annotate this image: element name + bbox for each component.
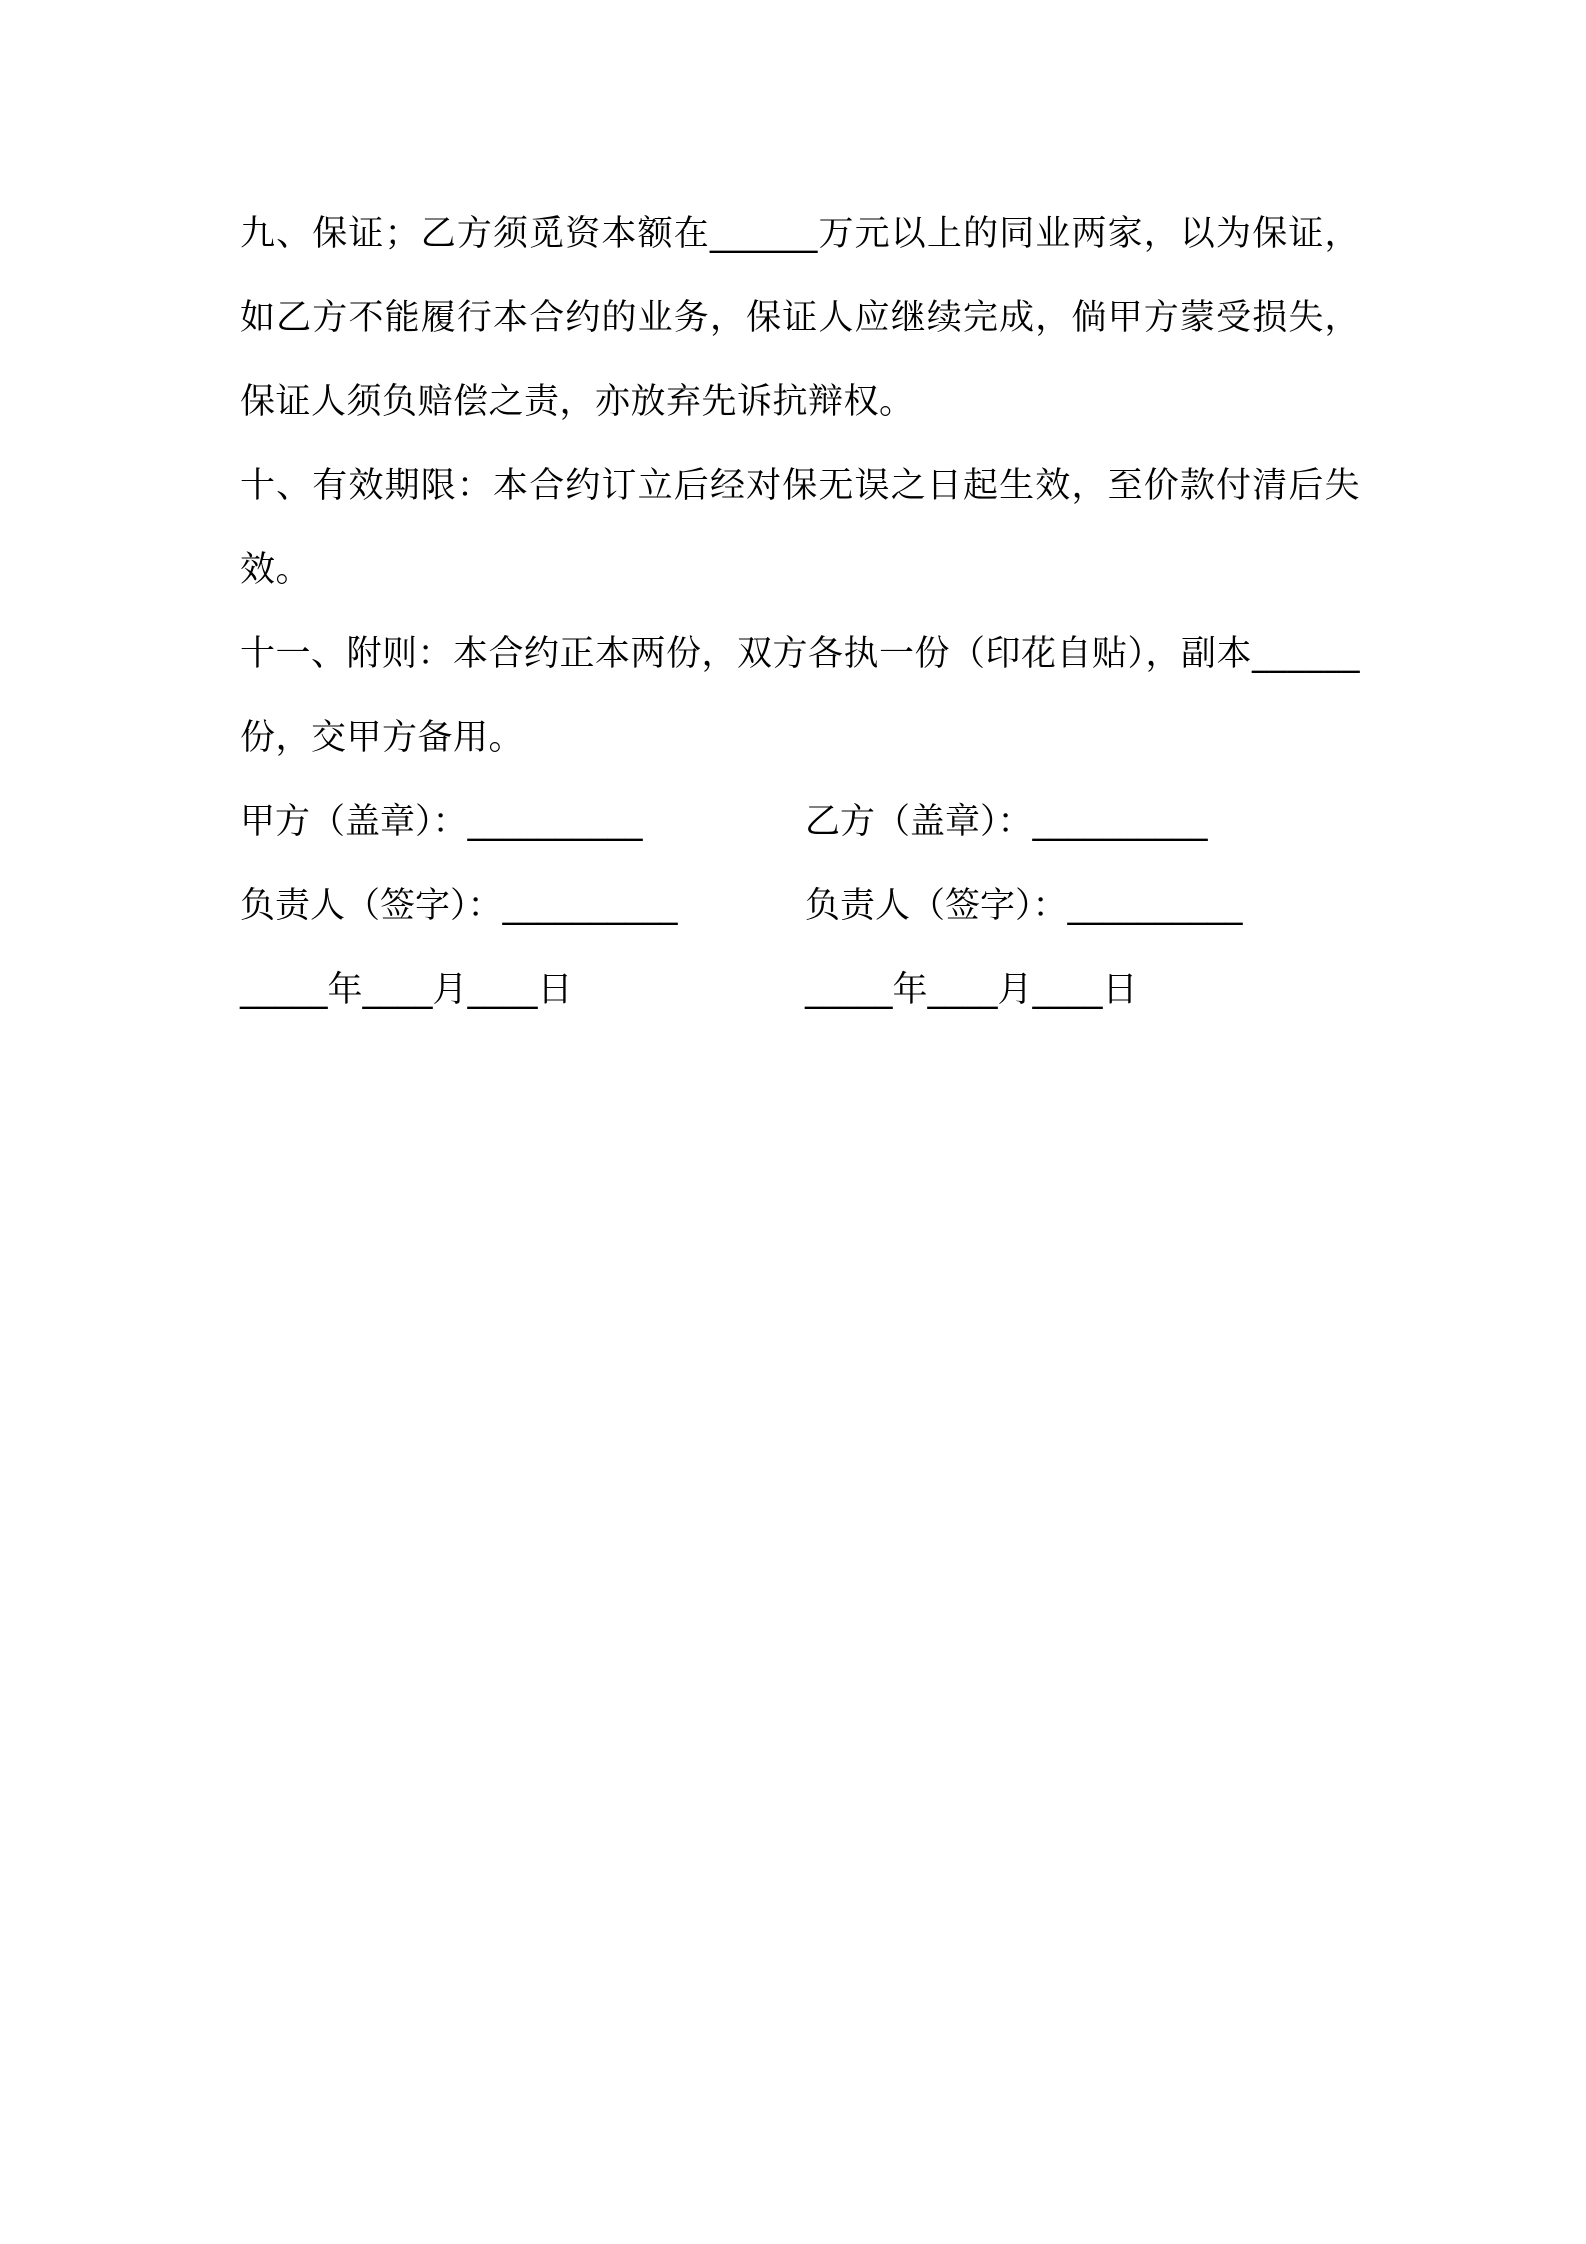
signer-row: [240, 864, 1360, 948]
date-row: [240, 948, 1360, 1032]
clause-9-guarantee: 九、保证；乙方须觅资本额在______万元以上的同业两家，以为保证，如乙方不能履行本合约的业务，保证人应继续完成，倘甲方蒙受损失，保证人须负赔偿之责，亦放弃先诉抗辩权。: [240, 214, 1360, 422]
party-b-seal-field: 乙方（盖章）：__________: [805, 802, 1208, 842]
party-b-date-field: _____年____月____日: [805, 970, 1138, 1010]
contract-body: [240, 192, 1360, 1032]
clause-11-supplementary-provisions: 十一、附则：本合约正本两份，双方各执一份（印花自贴），副本______份，交甲方备用。: [240, 634, 1361, 758]
clause-10-validity-period: 十、有效期限：本合约订立后经对保无误之日起生效，至价款付清后失效。: [240, 466, 1360, 590]
party-a-seal-field: 甲方（盖章）：__________: [240, 802, 643, 842]
seal-row: [240, 780, 1360, 864]
party-a-date-field: _____年____月____日: [240, 970, 573, 1010]
party-a-signer-field: 负责人（签字）：__________: [240, 886, 678, 926]
party-b-signer-field: 负责人（签字）：__________: [805, 886, 1243, 926]
